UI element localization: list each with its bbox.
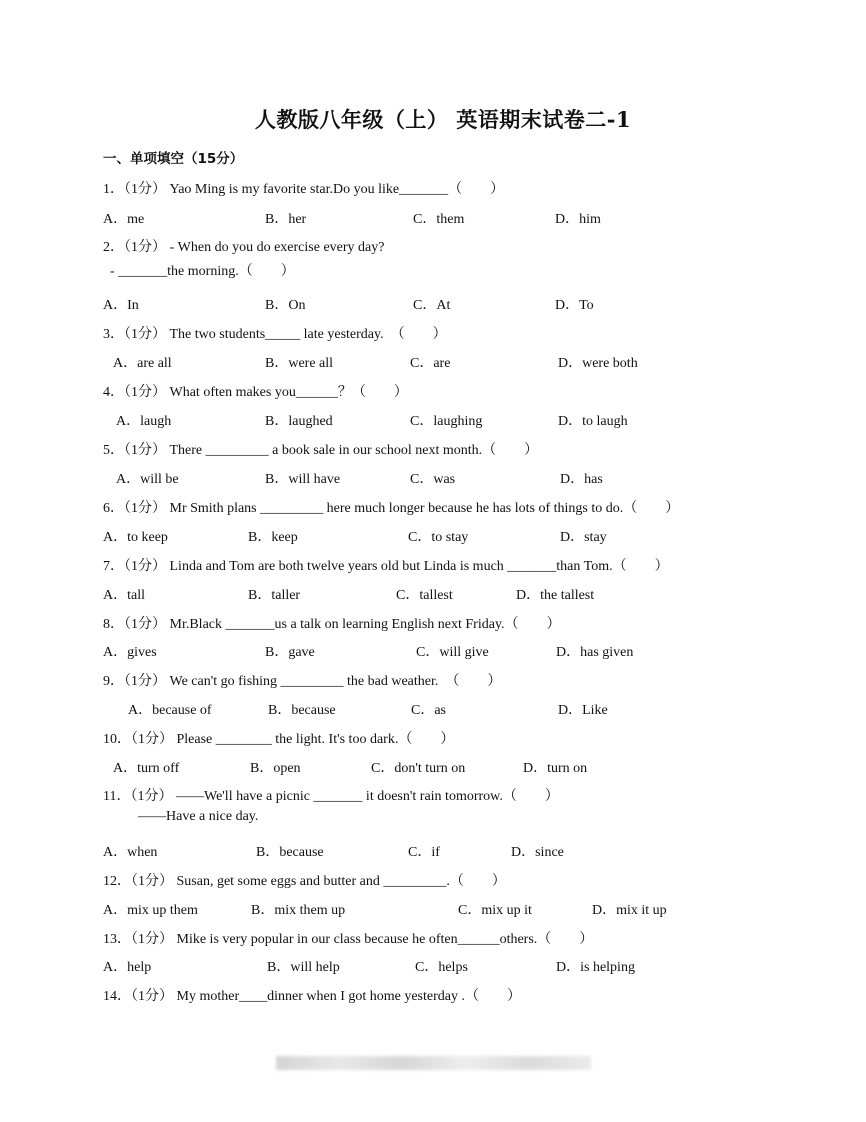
- question-8-option-b[interactable]: B．gave: [265, 645, 315, 660]
- question-12-stem: 12．（1分） Susan, get some eggs and butter and _________.（ ）: [103, 874, 506, 889]
- question-4-option-c[interactable]: C．laughing: [410, 414, 483, 429]
- question-13-option-b[interactable]: B．will help: [267, 960, 340, 975]
- question-9-stem: 9．（1分） We can't go fishing _________ the bad weather. （ ）: [103, 674, 502, 689]
- question-3-option-a[interactable]: A．are all: [113, 356, 172, 371]
- question-7-option-d[interactable]: D．the tallest: [516, 588, 595, 603]
- question-5-option-b[interactable]: B．will have: [265, 472, 341, 487]
- question-3-option-b[interactable]: B．were all: [265, 356, 334, 371]
- question-2-option-c[interactable]: C．At: [413, 298, 451, 313]
- question-9-option-a[interactable]: A．because of: [128, 703, 212, 718]
- question-5-option-a[interactable]: A．will be: [116, 472, 179, 487]
- question-11-option-b[interactable]: B．because: [256, 845, 324, 860]
- question-13-option-a[interactable]: A．help: [103, 960, 152, 975]
- question-6-option-d[interactable]: D．stay: [560, 530, 607, 545]
- question-12-option-d[interactable]: D．mix it up: [592, 903, 667, 918]
- question-8-option-d[interactable]: D．has given: [556, 645, 634, 660]
- question-2-option-d[interactable]: D．To: [555, 298, 594, 313]
- question-5-option-d[interactable]: D．has: [560, 472, 603, 487]
- question-11-option-c[interactable]: C．if: [408, 845, 440, 860]
- question-7-option-c[interactable]: C．tallest: [396, 588, 453, 603]
- question-10-option-a[interactable]: A．turn off: [113, 761, 180, 776]
- question-10-option-b[interactable]: B．open: [250, 761, 301, 776]
- question-2-option-a[interactable]: A．In: [103, 298, 139, 313]
- question-1-option-b[interactable]: B．her: [265, 212, 307, 227]
- question-11-option-d[interactable]: D．since: [511, 845, 564, 860]
- question-9-option-d[interactable]: D．Like: [558, 703, 608, 718]
- question-13-stem: 13．（1分） Mike is very popular in our class because he often______others.（ ）: [103, 932, 594, 947]
- question-3-stem: 3．（1分） The two students_____ late yesterday. （ ）: [103, 327, 447, 342]
- question-6-option-b[interactable]: B．keep: [248, 530, 298, 545]
- question-11-option-a[interactable]: A．when: [103, 845, 158, 860]
- question-7-option-a[interactable]: A．tall: [103, 588, 145, 603]
- question-8-option-c[interactable]: C．will give: [416, 645, 489, 660]
- question-9-option-b[interactable]: B．because: [268, 703, 336, 718]
- question-8-stem: 8．（1分） Mr.Black _______us a talk on learning English next Friday.（ ）: [103, 617, 561, 632]
- question-10-option-d[interactable]: D．turn on: [523, 761, 588, 776]
- question-7-stem: 7．（1分） Linda and Tom are both twelve years old but Linda is much _______than Tom.（ ）: [103, 559, 669, 574]
- question-2-stem: 2．（1分） - When do you do exercise every day?: [103, 240, 385, 255]
- exam-title: 人教版八年级（上） 英语期末试卷二-1: [254, 107, 632, 132]
- question-13-option-d[interactable]: D．is helping: [556, 960, 635, 975]
- question-11-stem-line2: ——Have a nice day.: [138, 809, 259, 824]
- question-2-stem-line2: - _______the morning.（ ）: [110, 264, 295, 279]
- question-14-stem: 14．（1分） My mother____dinner when I got home yesterday .（ ）: [103, 989, 521, 1004]
- question-4-option-a[interactable]: A．laugh: [116, 414, 172, 429]
- question-6-option-a[interactable]: A．to keep: [103, 530, 168, 545]
- question-3-option-d[interactable]: D．were both: [558, 356, 638, 371]
- question-4-option-d[interactable]: D．to laugh: [558, 414, 628, 429]
- question-12-option-a[interactable]: A．mix up them: [103, 903, 198, 918]
- question-8-option-a[interactable]: A．gives: [103, 645, 157, 660]
- question-12-option-c[interactable]: C．mix up it: [458, 903, 532, 918]
- section-heading: 一、单项填空（15分）: [103, 151, 244, 167]
- question-12-option-b[interactable]: B．mix them up: [251, 903, 346, 918]
- question-3-option-c[interactable]: C．are: [410, 356, 451, 371]
- question-1-option-a[interactable]: A．me: [103, 212, 145, 227]
- question-1-option-d[interactable]: D．him: [555, 212, 601, 227]
- question-6-option-c[interactable]: C．to stay: [408, 530, 469, 545]
- question-11-stem: 11．（1分） ——We'll have a picnic _______ it doesn't rain tomorrow.（ ）: [103, 789, 559, 804]
- question-10-option-c[interactable]: C．don't turn on: [371, 761, 466, 776]
- question-4-stem: 4．（1分） What often makes you______？（ ）: [103, 385, 408, 400]
- question-1-stem: 1．（1分） Yao Ming is my favorite star.Do you like_______（ ）: [103, 182, 505, 197]
- question-6-stem: 6．（1分） Mr Smith plans _________ here much longer because he has lots of things to do.（ ）: [103, 501, 680, 516]
- question-1-option-c[interactable]: C．them: [413, 212, 465, 227]
- question-5-option-c[interactable]: C．was: [410, 472, 456, 487]
- question-10-stem: 10．（1分） Please ________ the light. It's too dark.（ ）: [103, 732, 455, 747]
- question-4-option-b[interactable]: B．laughed: [265, 414, 333, 429]
- footer-watermark: [276, 1056, 591, 1070]
- question-7-option-b[interactable]: B．taller: [248, 588, 301, 603]
- question-2-option-b[interactable]: B．On: [265, 298, 306, 313]
- question-5-stem: 5．（1分） There _________ a book sale in our school next month.（ ）: [103, 443, 539, 458]
- question-9-option-c[interactable]: C．as: [411, 703, 446, 718]
- question-13-option-c[interactable]: C．helps: [415, 960, 468, 975]
